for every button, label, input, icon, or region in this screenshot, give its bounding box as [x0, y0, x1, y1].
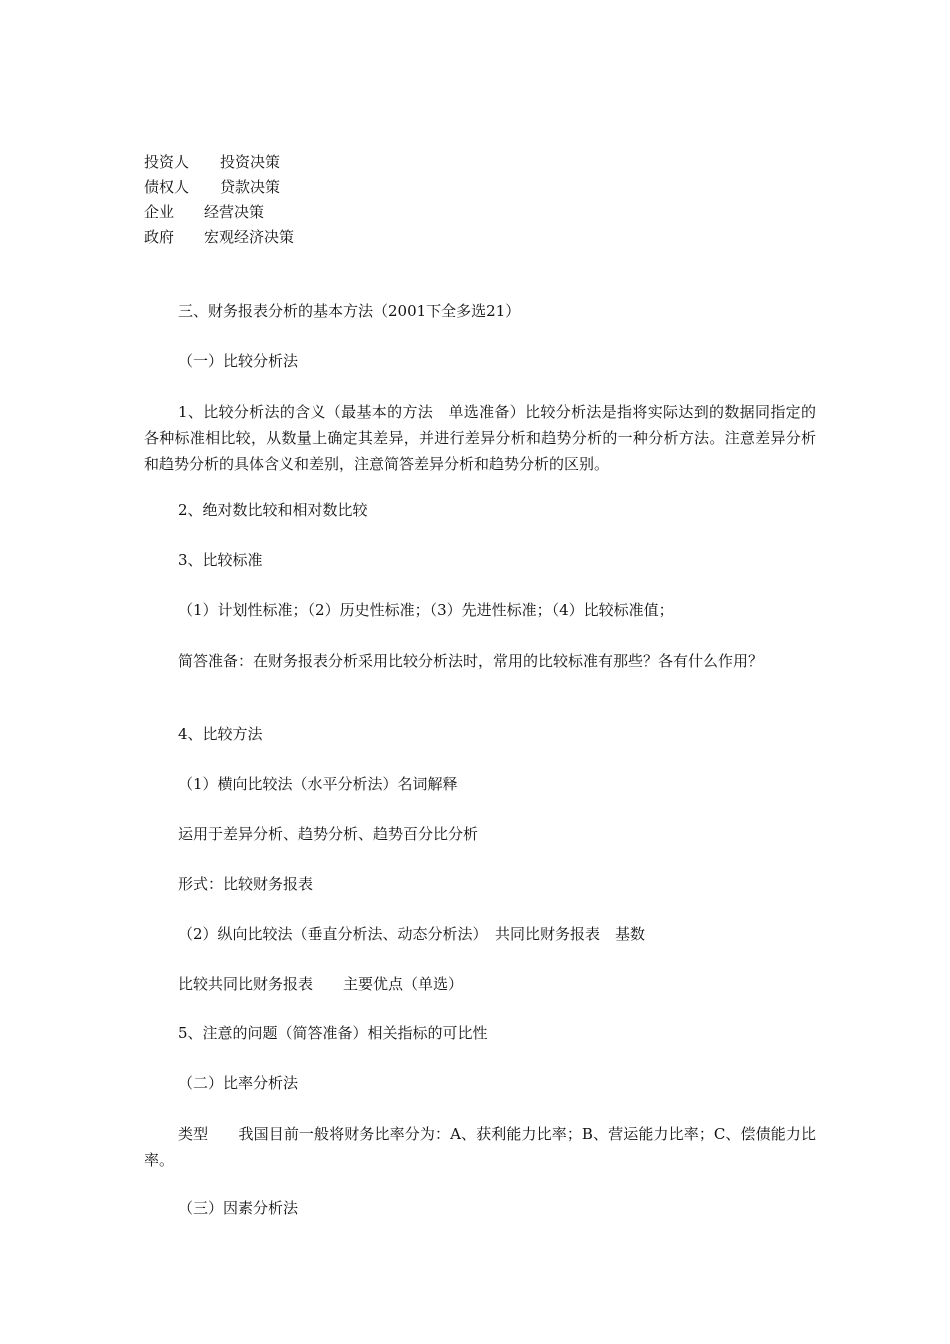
- paragraph-question: 简答准备：在财务报表分析采用比较分析法时，常用的比较标准有那些？各有什么作用？: [178, 652, 764, 670]
- method-vertical-note: 比较共同比财务报表 主要优点（单选）: [178, 975, 464, 993]
- decision-row: [144, 225, 814, 250]
- paragraph-comparison-definition: 1、比较分析法的含义（最基本的方法 单选准备）比较分析法是指将实际达到的数据同指定的各种标准相比较，从数量上确定其差异，并进行差异分析和趋势分析的一种分析方法。注意差异分析和趋势分析的具体含义和差别，注意简答差异分析和趋势分析的区别。: [144, 403, 816, 473]
- decision-row: [144, 200, 814, 225]
- decision-row: [144, 175, 814, 200]
- decision-type: 贷款决策: [220, 178, 281, 196]
- subsection-title: （二）比率分析法: [178, 1074, 299, 1092]
- section-title: 三、财务报表分析的基本方法（2001下全多选21）: [178, 302, 521, 320]
- method-horizontal: （1）横向比较法（水平分析法）名词解释: [178, 775, 458, 793]
- decision-user: 政府: [144, 228, 175, 246]
- decision-user: 投资人: [144, 153, 190, 171]
- standards-list: （1）计划性标准；（2）历史性标准；（3）先进性标准；（4）比较标准值；: [178, 601, 674, 619]
- item-heading: 2、绝对数比较和相对数比较: [178, 501, 368, 519]
- decision-row: [144, 150, 814, 175]
- method-horizontal-form: 形式：比较财务报表: [178, 875, 314, 893]
- method-vertical: （2）纵向比较法（垂直分析法、动态分析法） 共同比财务报表 基数: [178, 925, 646, 943]
- paragraph-ratio-types: 类型 我国目前一般将财务比率分为：A、获利能力比率；B、营运能力比率；C、偿债能力比率。: [144, 1125, 816, 1169]
- subsection-title: （三）因素分析法: [178, 1199, 299, 1217]
- subsection-title: （一）比较分析法: [178, 352, 299, 370]
- decision-type: 经营决策: [204, 203, 265, 221]
- decision-user: 债权人: [144, 178, 190, 196]
- decision-type: 宏观经济决策: [204, 228, 295, 246]
- item-heading: 5、注意的问题（简答准备）相关指标的可比性: [178, 1024, 488, 1042]
- item-heading: 3、比较标准: [178, 551, 263, 569]
- decision-type: 投资决策: [220, 153, 281, 171]
- decision-user: 企业: [144, 203, 175, 221]
- method-horizontal-use: 运用于差异分析、趋势分析、趋势百分比分析: [178, 825, 479, 843]
- item-heading: 4、比较方法: [178, 725, 263, 743]
